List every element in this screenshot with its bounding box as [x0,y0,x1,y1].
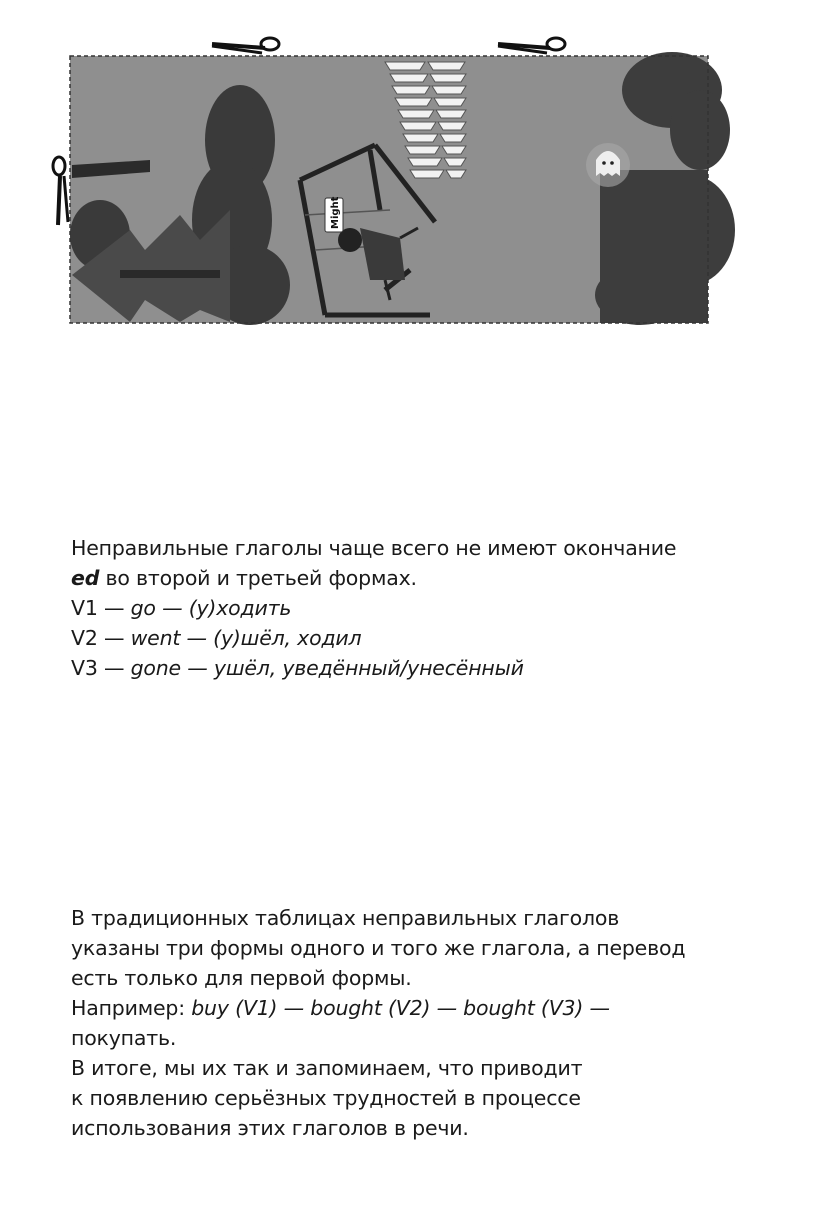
cutout-illustration [0,0,827,340]
verb-form-label: V3 — [71,656,131,680]
example-translation: покупать. [71,1026,177,1050]
paragraph-line: к появлению серьёзных трудностей в процессе [71,1086,581,1110]
might-sign-text: Might [330,196,341,229]
ed-suffix: ed [71,566,100,590]
intro-line: Неправильные глаголы чаще всего не имеют окончание [71,536,677,560]
example-prefix: Например: [71,996,192,1020]
verb-form-row [71,653,751,683]
verb-form-example: gone — ушёл, уведённый/унесённый [130,656,524,680]
verb-form-row [71,623,751,653]
verb-form-label: V1 — [71,596,131,620]
paragraph-line: указаны три формы одного и того же глагола, а перевод [71,936,686,960]
verb-form-row [71,593,751,623]
example-line [71,993,751,1023]
verb-form-example: went — (у)шёл, ходил [130,626,362,650]
scissors-icon [53,157,68,225]
traditional-tables-paragraph [71,903,751,1143]
ghost [586,143,630,187]
verb-form-label: V2 — [71,626,131,650]
paragraph-line: есть только для первой формы. [71,966,412,990]
ed-line [71,563,751,593]
verb-form-example: go — (у)ходить [130,596,292,620]
scissors-icon [498,38,565,53]
paragraph-line: В традиционных таблицах неправильных глаголов [71,906,620,930]
scissors-icon [212,38,279,53]
paragraph-line: В итоге, мы их так и запоминаем, что приводит [71,1056,583,1080]
example-forms: buy (V1) — bought (V2) — bought (V3) — [191,996,610,1020]
ed-line-rest: во второй и третьей формах. [99,566,417,590]
might-sign [325,196,343,232]
paragraph-line: использования этих глаголов в речи. [71,1116,469,1140]
verb-forms-explanation [71,533,751,683]
